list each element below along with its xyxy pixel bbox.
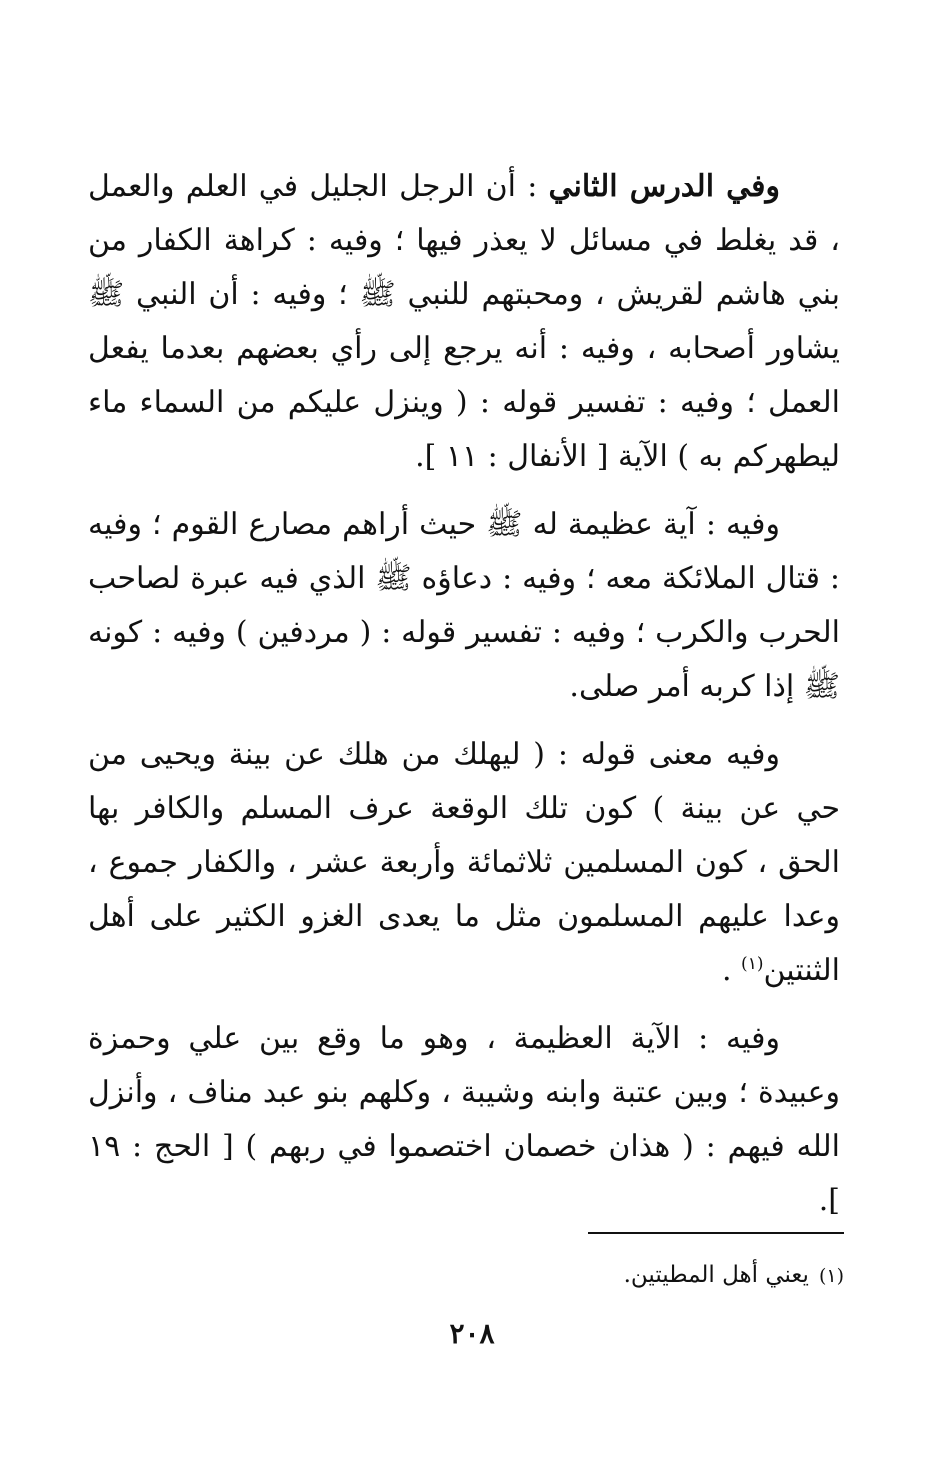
paragraph-3-tail: . (721, 953, 742, 988)
paragraph-1 (88, 160, 840, 484)
footnote-divider (588, 1232, 844, 1234)
paragraph-2-text: وفيه : آية عظيمة له ﷺ حيث أراهم مصارع القوم ؛ وفيه : قتال الملائكة معه ؛ وفيه : دعاؤه ﷺ الذي فيه عبرة لصاحب الحرب والكرب ؛ وفيه : تفسير قوله : ( مردفين ) وفيه : كونه ﷺ إذا كربه أمر صلى. (88, 507, 840, 704)
lesson-heading: وفي الدرس الثاني (548, 169, 780, 204)
paragraph-1-text: : أن الرجل الجليل في العلم والعمل ، قد يغلط في مسائل لا يعذر فيها ؛ وفيه : كراهة الكفار من بني هاشم لقريش ، ومحبتهم للنبي ﷺ ؛ وفيه : أن النبي ﷺ يشاور أصحابه ، وفيه : أنه يرجع إلى رأي بعضهم بعدما يفعل العمل ؛ وفيه : تفسير قوله : ( وينزل عليكم من السماء ماء ليطهركم به ) الآية [ الأنفال : ١١ ]. (88, 169, 840, 474)
paragraph-4-text: وفيه : الآية العظيمة ، وهو ما وقع بين علي وحمزة وعبيدة ؛ وبين عتبة وابنه وشيبة ، وكلهم بنو عبد مناف ، وأنزل الله فيهم : ( هذان خصمان اختصموا في ربهم ) [ الحج : ١٩ ]. (88, 1021, 840, 1218)
footnote-text: يعني أهل المطيتين. (623, 1262, 809, 1288)
footnote-number: (١) (818, 1265, 844, 1287)
footnote-reference[interactable]: (١) (741, 954, 764, 974)
footnote (440, 1258, 844, 1293)
paragraph-3 (88, 728, 840, 998)
page-body (88, 160, 840, 1242)
paragraph-4 (88, 1012, 840, 1228)
paragraph-2 (88, 498, 840, 714)
paragraph-3-text: وفيه معنى قوله : ( ليهلك من هلك عن بينة ويحيى من حي عن بينة ) كون تلك الوقعة عرف المسلم والكافر بها الحق ، كون المسلمين ثلاثمائة وأربعة عشر ، والكفار جموع ، وعدا عليهم المسلمون مثل ما يعدى الغزو الكثير على أهل الثنتين (88, 737, 840, 988)
page-number: ٢٠٨ (449, 1317, 495, 1350)
